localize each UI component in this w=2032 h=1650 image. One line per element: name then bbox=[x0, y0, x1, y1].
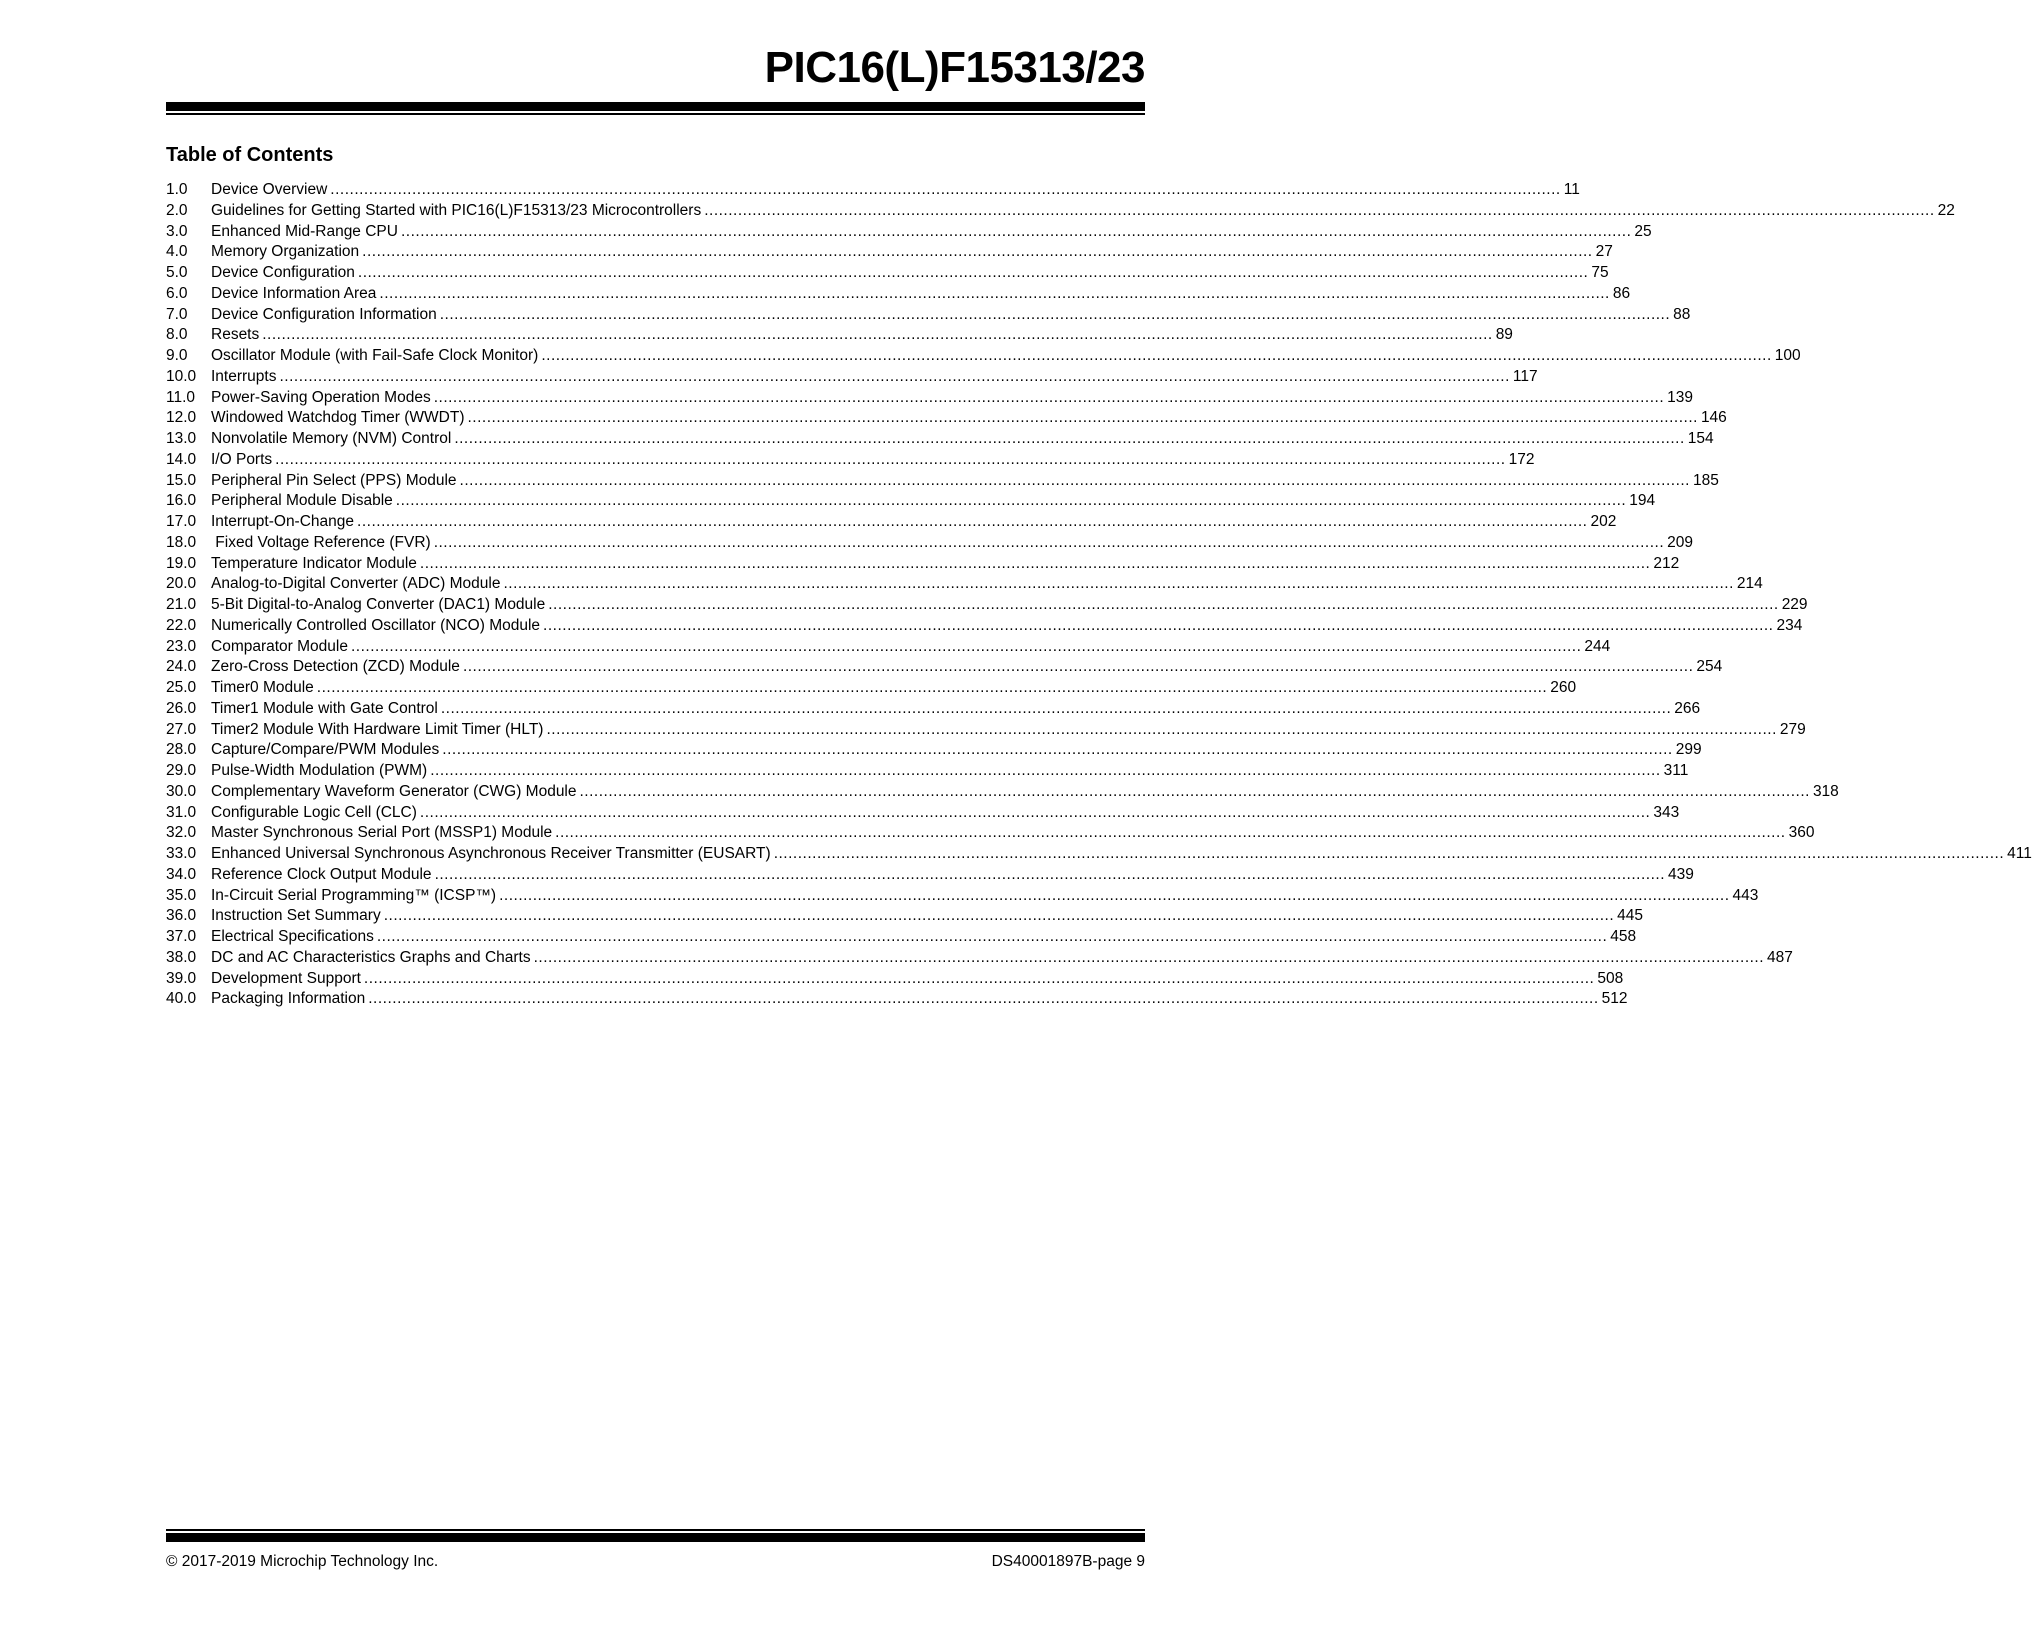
toc-entry-leader bbox=[463, 657, 1693, 678]
toc-entry-number: 34.0 bbox=[166, 865, 197, 883]
footer-page-ref: DS40001897B-page 9 bbox=[991, 1553, 1145, 1570]
toc-entry-leader bbox=[704, 201, 1934, 222]
toc-entry-leader bbox=[548, 595, 1778, 616]
toc-entry-title[interactable]: Enhanced Universal Synchronous Asynchronous Receiver Transmitter (EUSART) bbox=[211, 845, 771, 862]
toc-entry-page[interactable]: 214 bbox=[1736, 575, 1763, 593]
toc-entry[interactable] bbox=[166, 346, 1801, 367]
toc-entry-page[interactable]: 360 bbox=[1788, 824, 1815, 842]
toc-entry[interactable] bbox=[166, 284, 1631, 305]
toc-entry-page[interactable]: 86 bbox=[1612, 284, 1631, 302]
footer-rule-thin bbox=[166, 1529, 1145, 1531]
toc-entry-number: 5.0 bbox=[166, 264, 188, 281]
toc-entry-title[interactable]: Interrupt-On-Change bbox=[211, 513, 355, 530]
toc-entry-title[interactable]: Peripheral Module Disable bbox=[211, 492, 393, 510]
toc-entry-leader bbox=[384, 906, 1614, 927]
toc-entry-page[interactable]: 139 bbox=[1667, 388, 1694, 406]
toc-entry-number: 4.0 bbox=[166, 243, 188, 261]
toc-entry-number: 24.0 bbox=[166, 658, 197, 676]
toc-entry-page[interactable]: 508 bbox=[1597, 969, 1624, 987]
toc-entry-page[interactable]: 27 bbox=[1595, 243, 1613, 261]
toc-entry-title[interactable]: Windowed Watchdog Timer (WWDT) bbox=[211, 409, 465, 427]
toc-entry-title[interactable]: Timer1 Module with Gate Control bbox=[211, 699, 438, 717]
toc-entry-title[interactable]: Packaging Information bbox=[211, 990, 366, 1008]
toc-entry[interactable] bbox=[166, 595, 1808, 616]
toc-entry-leader bbox=[362, 242, 1592, 263]
toc-entry-page[interactable]: 439 bbox=[1668, 865, 1694, 883]
toc-entry-title[interactable]: Capture/Compare/PWM Modules bbox=[211, 741, 440, 759]
toc-entry-number: 25.0 bbox=[166, 679, 197, 696]
toc-entry[interactable] bbox=[166, 699, 1701, 720]
toc-entry[interactable] bbox=[166, 823, 1815, 844]
toc-entry-page[interactable]: 11 bbox=[1563, 181, 1580, 198]
toc-entry[interactable] bbox=[166, 305, 1691, 326]
toc-entry-title[interactable]: Device Information Area bbox=[211, 284, 377, 302]
toc-entry-title[interactable]: Guidelines for Getting Started with PIC16(L)F15313/23 Microcontrollers bbox=[211, 201, 702, 219]
toc-entry-number: 18.0 bbox=[166, 533, 197, 551]
toc-entry-leader bbox=[275, 450, 1505, 471]
toc-entry-number: 13.0 bbox=[166, 430, 197, 447]
toc-entry-page[interactable]: 194 bbox=[1629, 492, 1656, 510]
toc-entry-leader bbox=[435, 865, 1665, 886]
toc-entry-leader bbox=[774, 844, 2004, 865]
toc-entry[interactable] bbox=[166, 201, 1955, 222]
toc-entry-title[interactable]: Power-Saving Operation Modes bbox=[211, 388, 431, 406]
toc-entry-leader bbox=[434, 388, 1664, 409]
toc-entry-leader bbox=[441, 699, 1671, 720]
toc-entry-number: 37.0 bbox=[166, 928, 197, 945]
toc-entry-title[interactable]: Configurable Logic Cell (CLC) bbox=[211, 803, 417, 821]
toc-entry-title[interactable]: Oscillator Module (with Fail-Safe Clock Monitor) bbox=[211, 347, 539, 364]
toc-entry-number: 21.0 bbox=[166, 596, 197, 613]
toc-entry-page[interactable]: 154 bbox=[1687, 430, 1714, 447]
toc-entry-page[interactable]: 234 bbox=[1776, 616, 1803, 634]
toc-entry[interactable] bbox=[166, 263, 1609, 284]
toc-entry-number: 29.0 bbox=[166, 762, 197, 779]
toc-entry-leader bbox=[499, 886, 1729, 907]
toc-entry-title[interactable]: I/O Ports bbox=[211, 450, 273, 468]
toc-entry[interactable] bbox=[166, 574, 1763, 595]
toc-entry-leader bbox=[460, 471, 1690, 492]
toc-entry-number: 32.0 bbox=[166, 824, 197, 842]
toc-entry-page[interactable]: 209 bbox=[1667, 533, 1693, 551]
toc-entry-number: 27.0 bbox=[166, 720, 197, 738]
toc-entry[interactable] bbox=[166, 616, 1803, 637]
toc-entry-leader bbox=[401, 222, 1631, 243]
toc-entry-leader bbox=[555, 823, 1785, 844]
toc-entry-leader bbox=[420, 554, 1650, 575]
toc-entry[interactable] bbox=[166, 865, 1694, 886]
toc-entry-title[interactable]: Pulse-Width Modulation (PWM) bbox=[211, 762, 428, 779]
toc-entry-leader bbox=[279, 367, 1509, 388]
toc-entry-title[interactable]: Memory Organization bbox=[211, 243, 360, 261]
toc-entry[interactable] bbox=[166, 720, 1806, 741]
toc-heading: Table of Contents bbox=[166, 144, 334, 166]
toc-list bbox=[166, 180, 2032, 1010]
toc-entry-number: 31.0 bbox=[166, 803, 197, 821]
toc-entry-leader bbox=[364, 969, 1594, 990]
toc-entry-leader bbox=[440, 305, 1670, 326]
toc-entry-page[interactable]: 146 bbox=[1700, 409, 1727, 427]
toc-entry[interactable] bbox=[166, 491, 1656, 512]
toc-entry-leader bbox=[317, 678, 1547, 699]
toc-entry-page[interactable]: 266 bbox=[1674, 699, 1701, 717]
toc-entry-leader bbox=[503, 574, 1733, 595]
toc-entry-title[interactable]: Nonvolatile Memory (NVM) Control bbox=[211, 430, 452, 447]
toc-entry-leader bbox=[430, 761, 1660, 782]
toc-entry-leader bbox=[358, 263, 1588, 284]
toc-entry[interactable] bbox=[166, 471, 1719, 492]
toc-entry-page[interactable]: 411 bbox=[2007, 845, 2032, 862]
toc-entry-page[interactable]: 89 bbox=[1495, 326, 1513, 344]
footer-rule-thick bbox=[166, 1533, 1145, 1542]
toc-entry-page[interactable]: 343 bbox=[1653, 803, 1680, 821]
toc-entry-leader bbox=[454, 429, 1684, 450]
toc-entry-page[interactable]: 443 bbox=[1732, 886, 1759, 904]
toc-entry-number: 36.0 bbox=[166, 907, 197, 925]
toc-entry-leader bbox=[541, 346, 1771, 367]
toc-entry-page[interactable]: 185 bbox=[1692, 471, 1719, 489]
toc-entry-leader bbox=[534, 948, 1764, 969]
toc-entry[interactable] bbox=[166, 242, 1613, 263]
toc-entry-number: 39.0 bbox=[166, 969, 197, 987]
toc-entry-leader bbox=[368, 989, 1598, 1010]
toc-entry-number: 1.0 bbox=[166, 181, 188, 198]
toc-entry-number: 12.0 bbox=[166, 409, 197, 427]
toc-entry-title[interactable]: Electrical Specifications bbox=[211, 928, 374, 945]
toc-entry-page[interactable]: 88 bbox=[1673, 305, 1691, 323]
toc-entry-leader bbox=[379, 284, 1609, 305]
toc-entry-number: 40.0 bbox=[166, 990, 197, 1008]
toc-entry-number: 30.0 bbox=[166, 782, 197, 800]
toc-entry[interactable] bbox=[166, 429, 1714, 450]
toc-entry-number: 15.0 bbox=[166, 471, 197, 489]
toc-entry-page[interactable]: 117 bbox=[1512, 367, 1538, 385]
toc-entry-title[interactable]: Reference Clock Output Module bbox=[211, 865, 432, 883]
toc-entry-number: 35.0 bbox=[166, 886, 197, 904]
toc-entry-leader bbox=[330, 180, 1560, 201]
toc-entry[interactable] bbox=[166, 844, 2032, 865]
toc-entry-number: 3.0 bbox=[166, 222, 188, 240]
toc-entry-title[interactable]: Master Synchronous Serial Port (MSSP1) Module bbox=[211, 824, 553, 842]
toc-entry-title[interactable]: Interrupts bbox=[211, 367, 277, 385]
toc-entry[interactable] bbox=[166, 367, 1538, 388]
toc-entry-number: 19.0 bbox=[166, 554, 197, 572]
toc-entry[interactable] bbox=[166, 408, 1727, 429]
toc-entry-page[interactable]: 254 bbox=[1696, 658, 1723, 676]
toc-entry-page[interactable]: 212 bbox=[1653, 554, 1680, 572]
toc-entry-page[interactable]: 25 bbox=[1634, 222, 1652, 240]
toc-entry[interactable] bbox=[166, 388, 1694, 409]
toc-entry-leader bbox=[543, 616, 1773, 637]
toc-entry[interactable] bbox=[166, 969, 1624, 990]
toc-entry-title[interactable]: Numerically Controlled Oscillator (NCO) Module bbox=[211, 616, 541, 634]
toc-entry-title[interactable]: Fixed Voltage Reference (FVR) bbox=[211, 533, 431, 551]
toc-entry[interactable] bbox=[166, 222, 1652, 243]
header-rule-thick bbox=[166, 102, 1145, 111]
toc-entry-title[interactable]: DC and AC Characteristics Graphs and Charts bbox=[211, 948, 531, 966]
toc-entry-leader bbox=[434, 533, 1664, 554]
toc-entry-leader bbox=[357, 512, 1587, 533]
toc-entry-page[interactable]: 22 bbox=[1937, 201, 1955, 219]
toc-entry-leader bbox=[546, 720, 1776, 741]
toc-entry-page[interactable]: 202 bbox=[1590, 513, 1617, 530]
toc-entry-leader bbox=[442, 740, 1672, 761]
toc-entry[interactable] bbox=[166, 989, 1628, 1010]
toc-entry[interactable] bbox=[166, 948, 1793, 969]
toc-entry-page[interactable]: 75 bbox=[1591, 264, 1609, 281]
toc-entry-page[interactable]: 100 bbox=[1774, 347, 1801, 364]
toc-entry[interactable] bbox=[166, 740, 1702, 761]
toc-entry-page[interactable]: 318 bbox=[1812, 782, 1839, 800]
toc-entry-leader bbox=[580, 782, 1810, 803]
toc-entry-title[interactable]: Zero-Cross Detection (ZCD) Module bbox=[211, 658, 460, 676]
toc-entry-leader bbox=[468, 408, 1698, 429]
footer-copyright: © 2017-2019 Microchip Technology Inc. bbox=[166, 1553, 439, 1570]
toc-entry-number: 11.0 bbox=[166, 388, 196, 406]
toc-entry-title[interactable]: Peripheral Pin Select (PPS) Module bbox=[211, 471, 457, 489]
toc-entry-number: 2.0 bbox=[166, 201, 188, 219]
toc-entry-title[interactable]: Device Overview bbox=[211, 181, 328, 198]
toc-entry[interactable] bbox=[166, 554, 1680, 575]
toc-entry-title[interactable]: Resets bbox=[211, 326, 260, 344]
toc-entry-number: 6.0 bbox=[166, 284, 188, 302]
toc-entry-number: 8.0 bbox=[166, 326, 188, 344]
toc-entry[interactable] bbox=[166, 325, 1513, 346]
toc-entry-title[interactable]: Development Support bbox=[211, 969, 361, 987]
toc-entry-page[interactable]: 512 bbox=[1601, 990, 1628, 1008]
toc-entry-leader bbox=[351, 637, 1581, 658]
toc-entry-number: 38.0 bbox=[166, 948, 197, 966]
toc-entry-title[interactable]: Device Configuration bbox=[211, 264, 355, 281]
toc-entry-number: 22.0 bbox=[166, 616, 197, 634]
toc-entry-number: 9.0 bbox=[166, 347, 188, 364]
toc-entry-title[interactable]: Analog-to-Digital Converter (ADC) Module bbox=[211, 575, 501, 593]
toc-entry-title[interactable]: Comparator Module bbox=[211, 637, 348, 655]
toc-entry-number: 33.0 bbox=[166, 845, 197, 862]
toc-entry[interactable] bbox=[166, 512, 1617, 533]
toc-entry-page[interactable]: 172 bbox=[1508, 450, 1535, 468]
toc-entry[interactable] bbox=[166, 906, 1644, 927]
toc-entry[interactable] bbox=[166, 533, 1693, 554]
toc-entry-title[interactable]: Enhanced Mid-Range CPU bbox=[211, 222, 398, 240]
toc-entry-number: 28.0 bbox=[166, 741, 197, 759]
toc-entry[interactable] bbox=[166, 927, 1637, 948]
toc-entry-page[interactable]: 244 bbox=[1584, 637, 1611, 655]
toc-entry-leader bbox=[396, 491, 1626, 512]
toc-entry-title[interactable]: Complementary Waveform Generator (CWG) Module bbox=[211, 782, 577, 800]
toc-entry-page[interactable]: 458 bbox=[1610, 928, 1637, 945]
toc-entry-title[interactable]: Instruction Set Summary bbox=[211, 907, 381, 925]
header-rule-thin bbox=[166, 113, 1145, 115]
toc-entry-page[interactable]: 445 bbox=[1617, 907, 1644, 925]
toc-entry-leader bbox=[420, 803, 1650, 824]
toc-entry-title[interactable]: Temperature Indicator Module bbox=[211, 554, 417, 572]
toc-entry-title[interactable]: 5-Bit Digital-to-Analog Converter (DAC1) Module bbox=[211, 596, 546, 613]
toc-entry[interactable] bbox=[166, 450, 1535, 471]
toc-entry-title[interactable]: Timer0 Module bbox=[211, 679, 314, 696]
toc-entry[interactable] bbox=[166, 657, 1723, 678]
toc-entry-page[interactable]: 260 bbox=[1550, 679, 1577, 696]
toc-entry-leader bbox=[262, 325, 1492, 346]
toc-entry-number: 26.0 bbox=[166, 699, 197, 717]
toc-entry[interactable] bbox=[166, 637, 1611, 658]
toc-entry-title[interactable]: Device Configuration Information bbox=[211, 305, 437, 323]
toc-entry[interactable] bbox=[166, 180, 1580, 201]
toc-entry-page[interactable]: 279 bbox=[1779, 720, 1806, 738]
toc-entry-number: 20.0 bbox=[166, 575, 197, 593]
toc-entry-number: 10.0 bbox=[166, 367, 197, 385]
toc-entry-page[interactable]: 311 bbox=[1663, 762, 1689, 779]
toc-entry-page[interactable]: 229 bbox=[1781, 596, 1808, 613]
toc-entry[interactable] bbox=[166, 761, 1689, 782]
toc-entry-number: 14.0 bbox=[166, 450, 197, 468]
toc-entry-number: 23.0 bbox=[166, 637, 197, 655]
toc-entry-title[interactable]: In-Circuit Serial Programming™ (ICSP™) bbox=[211, 886, 497, 904]
toc-entry[interactable] bbox=[166, 782, 1839, 803]
toc-entry[interactable] bbox=[166, 886, 1759, 907]
toc-entry-page[interactable]: 299 bbox=[1675, 741, 1702, 759]
toc-entry-page[interactable]: 487 bbox=[1767, 948, 1793, 966]
toc-entry-number: 7.0 bbox=[166, 305, 188, 323]
toc-entry-number: 16.0 bbox=[166, 492, 197, 510]
document-title: PIC16(L)F15313/23 bbox=[764, 43, 1145, 92]
toc-entry[interactable] bbox=[166, 678, 1577, 699]
toc-entry-title[interactable]: Timer2 Module With Hardware Limit Timer (HLT) bbox=[211, 720, 544, 738]
toc-entry-leader bbox=[377, 927, 1607, 948]
toc-entry-number: 17.0 bbox=[166, 513, 197, 530]
toc-entry[interactable] bbox=[166, 803, 1680, 824]
